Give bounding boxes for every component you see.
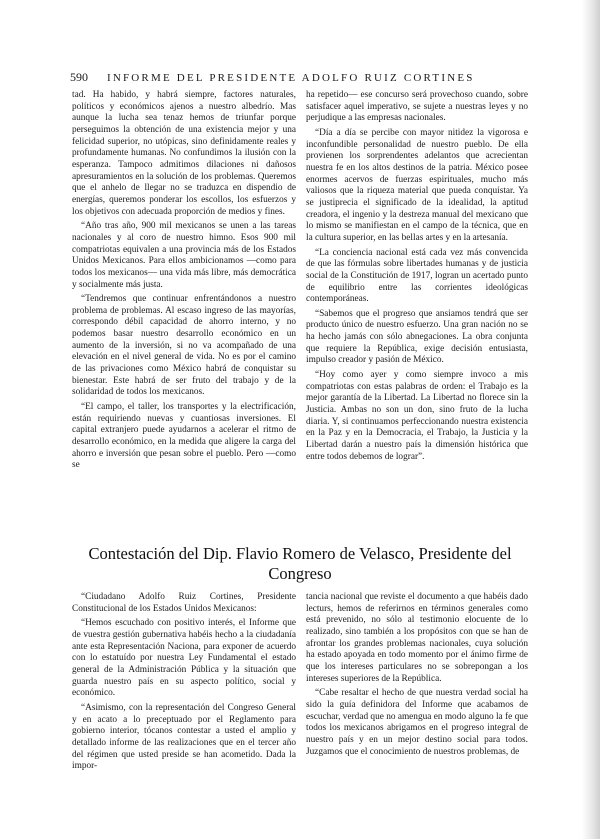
paragraph: “Tendremos que continuar enfrentándonos a nuestro problema de problemas. Al escaso ingreso de las mayorías, correspondo débil capacidad de ahorro interno, y no podemos basar nuestro desarrollo económico en un aumento de la inversión, si no va acompañado de una elevación en el nivel general de vida. No es por el camino de las privaciones como México habrá de conquistar su bienestar. Este habrá de ser fruto del trabajo y de la solidaridad de todos los mexicanos. (72, 294, 296, 398)
paragraph: “El campo, el taller, los transportes y la electrificación, están requiriendo nuevas y cuantiosas inversiones. El capital extranjero puede ayudarnos a acelerar el ritmo de desarrollo económico, en la medida que aligere la carga del ahorro e inversión que pesan sobre el pueblo. Pero —como se (72, 402, 296, 471)
paragraph: “La conciencia nacional está cada vez más convencida de que las fórmulas sobre libertades humanas y de justicia social de la Constitución de 1917, logran un acertado punto de equilibrio entre las corrientes ideológicas contemporáneas. (306, 247, 528, 305)
paragraph: tancia nacional que reviste el documento a que habéis dado lecturs, hemos de referirnos en términos generales como está prevenido, no sólo al testimonio elocuente de lo realizado, sino también a los propósitos con que se han de afrontar los grandes problemas nacionales, cuya solución ha estado apoyada en todo momento por el ánimo firme de que los intereses particulares no se sobrepongan a los intereses superiores de la República. (306, 592, 528, 684)
paragraph: “Hemos escuchado con positivo interés, el Informe que de vuestra gestión gubernativa habéis hecho a la ciudadanía ante esta Representación Naciona, para exponer de acuerdo con lo estatuído por nuestra Ley Fundamental el estado general de la Administración Pública y la situación que guarda nuestro país en su aspecto político, social y económico. (72, 618, 296, 699)
page-edge-shadow (582, 0, 600, 839)
bottom-right-column (306, 592, 528, 824)
page-number: 590 (70, 70, 88, 84)
bottom-left-column (72, 592, 296, 824)
top-right-column (306, 90, 528, 530)
paragraph: “Día a día se percibe con mayor nitidez la vigorosa e inconfundible personalidad de nuestro pueblo. De ella provienen los sorprendentes adelantos que acrecientan nuestra fe en los altos destinos de la patria. México posee enormes acervos de fuerzas espirituales, mucho más valiosos que la riqueza material que pueda conquistar. Ya se justiprecia el significado de la idealidad, la aptitud creadora, el ingenio y la destreza manual del mexicano que lo mismo se manifiestan en el campo de la técnica, que en la cultura superior, en las bellas artes y en la artesanía. (306, 127, 528, 243)
page-header (70, 70, 540, 85)
paragraph: “Asimismo, con la representación del Congreso General y en acato a lo preceptuado por el Reglamento para gobierno interior, tócanos contestar a usted el amplio y detallado informe de las realizaciones que en el tercer año del régimen que usted preside se han acometido. Dada la impor- (72, 702, 296, 772)
paragraph: “Ciudadano Adolfo Ruiz Cortines, Presidente Constitucional de los Estados Unidos Mexicanos: (72, 592, 296, 614)
paragraph: tad. Ha habido, y habrá siempre, factores naturales, políticos y económicos ajenos a nuestro albedrío. Mas aunque la lucha sea tenaz hemos de triunfar porque perseguimos la obtención de una existencia mejor y una felicidad superior, no utópicas, sino definidamente reales y profundamente humanas. No confundimos la ilusión con la esperanza. Tampoco admitimos dilaciones ni dañosos apresuramientos en la solución de los problemas. Queremos que el anhelo de llegar no se traduzca en dispendio de energías, queremos ponderar los escollos, los esfuerzos y los objetivos con adecuada proporción de medios y fines. (72, 90, 296, 217)
paragraph: “Cabe resaltar el hecho de que nuestra verdad social ha sido la guía definidora del Informe que acabamos de escuchar, verdad que no amengua en modo alguno la fe que todos los mexicanos abrigamos en el progreso integral de nuestro país y en un mejor destino social para todos. Juzgamos que el conocimiento de nuestros problemas, de (306, 688, 528, 757)
top-left-column (72, 90, 296, 530)
running-title: INFORME DEL PRESIDENTE ADOLFO RUIZ CORTINES (106, 72, 475, 84)
paragraph: “Sabemos que el progreso que ansiamos tendrá que ser producto único de nuestro esfuerzo. Una gran nación no se ha hecho jamás con sólo abnegaciones. La obra conjunta que requiere la República, exige decisión entusiasta, impulso creador y pasión de México. (306, 308, 528, 366)
section-title: Contestación del Dip. Flavio Romero de Velasco, Presidente del Congreso (88, 544, 512, 583)
paragraph: “Año tras año, 900 mil mexicanos se unen a las tareas nacionales y al coro de nuestro himno. Esos 900 mil compatriotas equivalen a una provincia más de los Estados Unidos Mexicanos. Para ellos ambicionamos —como para todos los mexicanos— una vida más libre, más democrática y socialmente más justa. (72, 221, 296, 290)
paragraph: ha repetido— ese concurso será provechoso cuando, sobre satisfacer aquel imperativo, se sujete a nuestras leyes y no perjudique a las empresas nacionales. (306, 90, 528, 124)
paragraph: “Hoy como ayer y como siempre invoco a mis compatriotas con estas palabras de orden: el Trabajo es la mejor garantía de la Libertad. La Libertad no florece sin la Justicia. Ambas no son un don, sino fruto de la lucha diaria. Y, si continuamos perfeccionando nuestra existencia en la Paz y en la Democracia, el Trabajo, la Justicia y la Libertad darán a nuestro país la dimensión histórica que entre todos debemos de lograr”. (306, 370, 528, 462)
